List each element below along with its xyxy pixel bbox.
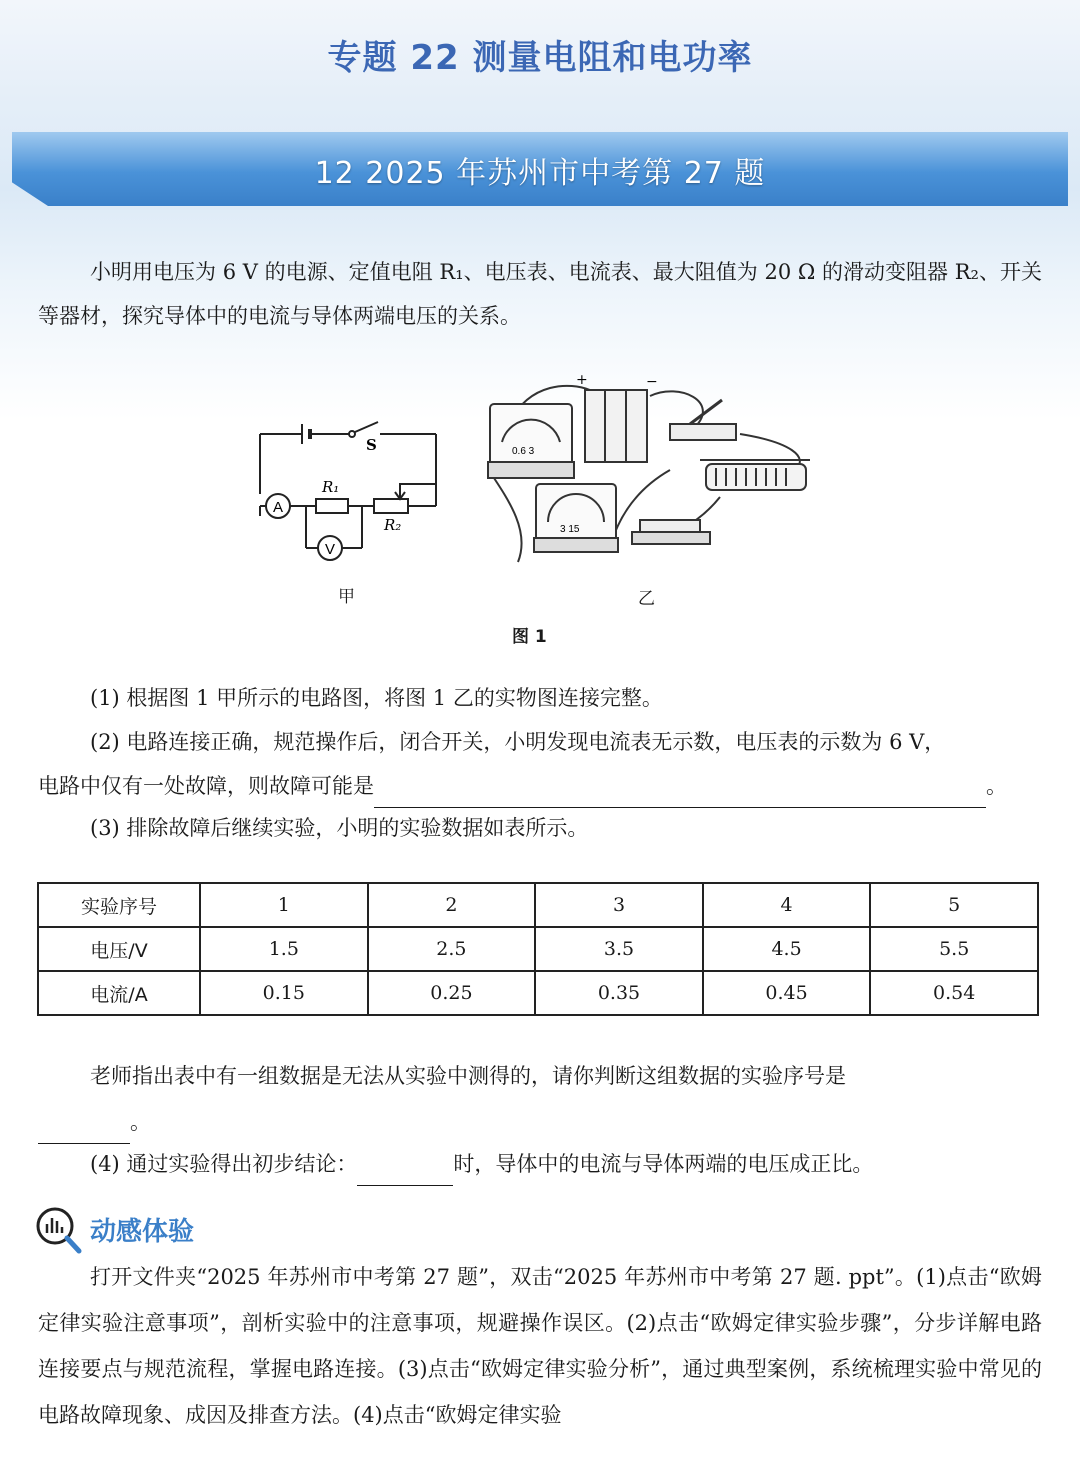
- table-cell: 3.5: [535, 927, 703, 971]
- voltmeter-scale: 3 15: [560, 524, 580, 535]
- question-3: (3) 排除故障后继续实验，小明的实验数据如表所示。: [90, 816, 589, 840]
- data-table: [37, 882, 1039, 1016]
- topic-title: 专题 22 测量电阻和电功率: [327, 38, 753, 78]
- voltmeter-letter: V: [324, 541, 336, 558]
- question-2-line2: [38, 764, 1042, 808]
- table-cell: 3: [535, 883, 703, 927]
- figure-1: [250, 372, 850, 647]
- question-4-end: 时，导体中的电流与导体两端的电压成正比。: [453, 1152, 874, 1176]
- teacher-answer-line: [38, 1100, 1042, 1144]
- table-cell: 5.5: [870, 927, 1038, 971]
- table-cell: 0.54: [870, 971, 1038, 1015]
- answer-blank-sequence[interactable]: [38, 1113, 130, 1144]
- table-row-header: 实验序号: [38, 883, 200, 927]
- answer-blank-conclusion[interactable]: [357, 1155, 453, 1186]
- table-cell: 2.5: [368, 927, 536, 971]
- ammeter-letter: A: [272, 499, 284, 516]
- figure-caption: 图 1: [512, 627, 547, 647]
- magnifier-chart-icon: [34, 1205, 84, 1255]
- battery-plus-sign: +: [576, 372, 588, 388]
- question-4-start: (4) 通过实验得出初步结论：: [90, 1152, 358, 1176]
- question-4: [38, 1142, 1042, 1186]
- table-cell: 4: [703, 883, 871, 927]
- experience-title: 动感体验: [90, 1217, 195, 1247]
- table-cell: 0.45: [703, 971, 871, 1015]
- figure-right-label: 乙: [638, 589, 655, 609]
- apparatus-drawing: [488, 386, 810, 562]
- table-cell: 2: [368, 883, 536, 927]
- ammeter-scale: 0.6 3: [512, 446, 535, 457]
- table-row-header: 电流/A: [38, 971, 200, 1015]
- table-cell: 5: [870, 883, 1038, 927]
- switch-label: S: [366, 436, 377, 454]
- experience-body: 打开文件夹“2025 年苏州市中考第 27 题”，双击“2025 年苏州市中考第 27 题. ppt”。(1)点击“欧姆定律实验注意事项”，剖析实验中的注意事项，规避操作误区。(2)点击“欧姆定律实验步骤”，分步详解电路连接要点与规范流程，掌握电路连接。(3)点击“欧姆定律实验分析”，通过典型案例，系统梳理实验中常见的电路故障现象、成因及排查方法。(4)点击“欧姆定律实验: [38, 1265, 1042, 1427]
- table-cell: 0.15: [200, 971, 368, 1015]
- question-1: (1) 根据图 1 甲所示的电路图，将图 1 乙的实物图连接完整。: [90, 686, 663, 710]
- figure-left-label: 甲: [338, 587, 355, 607]
- table-cell: 1: [200, 883, 368, 927]
- battery-minus-sign: −: [646, 374, 658, 390]
- intro-paragraph: 小明用电压为 6 V 的电源、定值电阻 R₁、电压表、电流表、最大阻值为 20 Ω 的滑动变阻器 R₂、开关等器材，探究导体中的电流与导体两端电压的关系。: [38, 260, 1042, 328]
- teacher-note: 老师指出表中有一组数据是无法从实验中测得的，请你判断这组数据的实验序号是: [90, 1064, 846, 1088]
- table-row: [38, 927, 1038, 971]
- voltmeter-symbol: [318, 536, 342, 560]
- question-2-end: 。: [986, 774, 1007, 798]
- table-cell: 0.25: [368, 971, 536, 1015]
- r2-label: R₂: [384, 516, 402, 534]
- table-cell: 1.5: [200, 927, 368, 971]
- teacher-answer-end: 。: [130, 1110, 151, 1134]
- r1-label: R₁: [322, 478, 340, 496]
- table-row: [38, 971, 1038, 1015]
- table-row-header: 电压/V: [38, 927, 200, 971]
- table-cell: 4.5: [703, 927, 871, 971]
- experience-section-header: [34, 1205, 434, 1255]
- table-row: [38, 883, 1038, 927]
- question-2-text: 电路中仅有一处故障，则故障可能是: [38, 774, 374, 798]
- answer-blank-fault[interactable]: [374, 777, 986, 808]
- table-cell: 0.35: [535, 971, 703, 1015]
- ammeter-symbol: [266, 494, 290, 518]
- circuit-diagram: [260, 422, 436, 548]
- question-banner-title: 12 2025 年苏州市中考第 27 题: [314, 156, 766, 191]
- question-2-line1: (2) 电路连接正确，规范操作后，闭合开关，小明发现电流表无示数，电压表的示数为 6 V，: [90, 730, 946, 754]
